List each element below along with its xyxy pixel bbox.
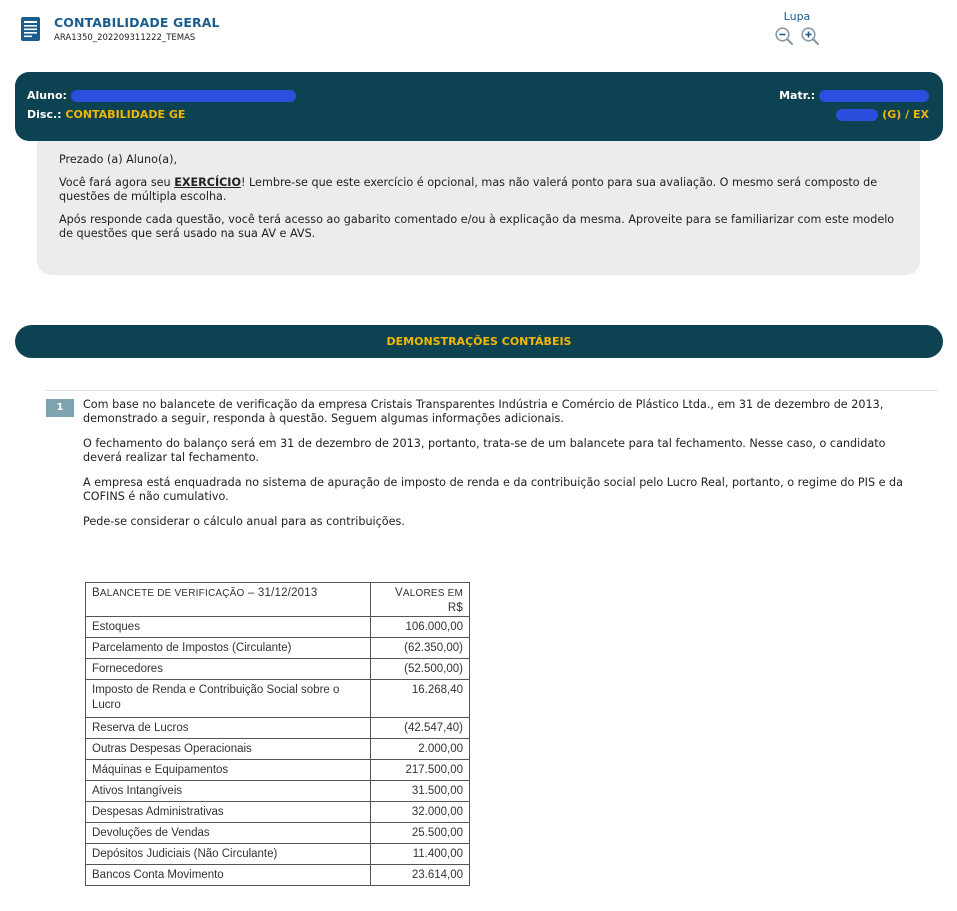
top-header bbox=[20, 12, 937, 52]
student-info-bar bbox=[15, 72, 943, 141]
student-name-row bbox=[27, 89, 296, 102]
account-value: 217.500,00 bbox=[371, 760, 470, 781]
account-name: Bancos Conta Movimento bbox=[86, 865, 371, 886]
table-row bbox=[86, 802, 470, 823]
question-paragraph: O fechamento do balanço será em 31 de dezembro de 2013, portanto, trata-se de um balancete para tal fechamento. Nesse caso, o candidato deverá realizar tal fechamento. bbox=[83, 437, 886, 464]
header-description: BALANCETE DE VERIFICAÇÃO – 31/12/2013 bbox=[86, 583, 371, 617]
matricula-row bbox=[779, 89, 929, 102]
account-value: (52.500,00) bbox=[371, 659, 470, 680]
aluno-label: Aluno: bbox=[27, 89, 67, 102]
question-paragraph: Pede-se considerar o cálculo anual para as contribuições. bbox=[83, 515, 405, 528]
header-values: VALORES EM R$ bbox=[371, 583, 470, 617]
zoom-in-icon[interactable] bbox=[800, 26, 820, 46]
account-value: 32.000,00 bbox=[371, 802, 470, 823]
table-row bbox=[86, 638, 470, 659]
account-value: 11.400,00 bbox=[371, 844, 470, 865]
account-value: 106.000,00 bbox=[371, 617, 470, 638]
discipline-name: CONTABILIDADE GE bbox=[65, 108, 186, 121]
account-name: Ativos Intangíveis bbox=[86, 781, 371, 802]
account-name: Fornecedores bbox=[86, 659, 371, 680]
account-name: Despesas Administrativas bbox=[86, 802, 371, 823]
section-header bbox=[15, 325, 943, 358]
account-value: (42.547,40) bbox=[371, 718, 470, 739]
class-row bbox=[836, 108, 929, 121]
class-suffix: (G) / EX bbox=[882, 108, 929, 121]
account-name: Reserva de Lucros bbox=[86, 718, 371, 739]
intro-greeting: Prezado (a) Aluno(a), bbox=[59, 153, 178, 166]
course-title: CONTABILIDADE GERAL bbox=[54, 15, 220, 30]
zoom-control bbox=[765, 10, 845, 46]
exercise-emphasis: EXERCÍCIO bbox=[174, 176, 241, 189]
question-divider bbox=[45, 390, 938, 391]
table-row bbox=[86, 718, 470, 739]
redacted-student-name bbox=[71, 90, 296, 102]
account-value: 23.614,00 bbox=[371, 865, 470, 886]
document-icon bbox=[20, 16, 41, 42]
account-name: Depósitos Judiciais (Não Circulante) bbox=[86, 844, 371, 865]
matr-label: Matr.: bbox=[779, 89, 816, 102]
question-paragraph: A empresa está enquadrada no sistema de apuração de imposto de renda e da contribuição social pelo Lucro Real, portanto, o regime do PIS e da COFINS é não cumulativo. bbox=[83, 476, 904, 503]
table-row bbox=[86, 823, 470, 844]
account-value: 25.500,00 bbox=[371, 823, 470, 844]
redacted-matricula bbox=[819, 90, 929, 102]
question-number-badge: 1 bbox=[46, 399, 74, 417]
intro-paragraph-1: Você fará agora seu EXERCÍCIO! Lembre-se que este exercício é opcional, mas não valerá ponto para sua avaliação. O mesmo será composto de questões de múltipla escolha. bbox=[59, 176, 878, 203]
zoom-out-icon[interactable] bbox=[774, 26, 794, 46]
question-paragraph: Com base no balancete de verificação da empresa Cristais Transparentes Indústria e Comércio de Plástico Ltda., em 31 de dezembro de 2013, demonstrado a seguir, responda à questão. Seguem algumas informações adicionais. bbox=[83, 398, 884, 425]
intro-paragraph-2: Após responde cada questão, você terá acesso ao gabarito comentado e/ou à explicação da mesma. Aproveite para se familiarizar com este modelo de questões que será usado na sua AV e AVS. bbox=[59, 213, 895, 240]
table-row bbox=[86, 659, 470, 680]
balance-sheet-table bbox=[85, 582, 470, 886]
course-code: ARA1350_202209311222_TEMAS bbox=[54, 33, 196, 43]
table-row bbox=[86, 781, 470, 802]
zoom-label: Lupa bbox=[783, 10, 811, 23]
table-row bbox=[86, 844, 470, 865]
disc-label: Disc.: bbox=[27, 108, 62, 121]
table-header-row bbox=[86, 583, 470, 617]
discipline-row bbox=[27, 108, 185, 121]
account-value: (62.350,00) bbox=[371, 638, 470, 659]
table-row bbox=[86, 865, 470, 886]
account-value: 31.500,00 bbox=[371, 781, 470, 802]
intro-box bbox=[37, 141, 920, 275]
account-name: Máquinas e Equipamentos bbox=[86, 760, 371, 781]
redacted-class-code bbox=[836, 109, 878, 121]
table-row bbox=[86, 739, 470, 760]
account-name: Imposto de Renda e Contribuição Social sobre o Lucro bbox=[86, 680, 371, 718]
account-name: Devoluções de Vendas bbox=[86, 823, 371, 844]
table-row bbox=[86, 760, 470, 781]
account-value: 16.268,40 bbox=[371, 680, 470, 718]
account-name: Parcelamento de Impostos (Circulante) bbox=[86, 638, 371, 659]
account-name: Outras Despesas Operacionais bbox=[86, 739, 371, 760]
account-value: 2.000,00 bbox=[371, 739, 470, 760]
account-name: Estoques bbox=[86, 617, 371, 638]
table-row bbox=[86, 617, 470, 638]
section-title: DEMONSTRAÇÕES CONTÁBEIS bbox=[386, 335, 572, 348]
question-body bbox=[83, 398, 923, 540]
table-row bbox=[86, 680, 470, 718]
